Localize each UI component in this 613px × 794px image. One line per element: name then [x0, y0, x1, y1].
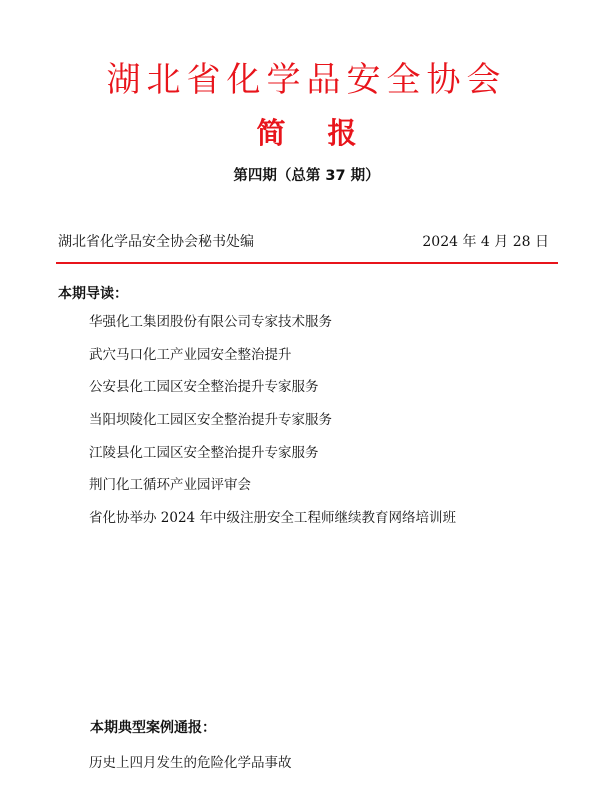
case-item: 历史上四月发生的危险化学品事故: [89, 755, 292, 771]
guide-item: 公安县化工园区安全整治提升专家服务: [89, 379, 319, 396]
issue-number: 第四期（总第 37 期）: [233, 168, 380, 184]
guide-item: 武穴马口化工产业园安全整治提升: [89, 346, 292, 363]
guide-item: 江陵县化工园区安全整治提升专家服务: [89, 444, 319, 461]
case-section-label: 本期典型案例通报：: [90, 720, 216, 736]
guide-item: 当阳坝陵化工园区安全整治提升专家服务: [89, 412, 332, 429]
publish-date: 2024 年 4 月 28 日: [422, 234, 549, 250]
organization-title: 湖北省化学品安全协会: [106, 60, 507, 100]
guide-item: 华强化工集团股份有限公司专家技术服务: [89, 314, 332, 330]
editor-line: 湖北省化学品安全协会秘书处编: [58, 234, 254, 250]
bulletin-title: 简报: [256, 116, 399, 150]
guide-item: 荆门化工循环产业园评审会: [89, 477, 251, 494]
header-divider: [56, 262, 558, 264]
guide-list: [89, 313, 456, 542]
guide-item: 省化协举办 2024 年中级注册安全工程师继续教育网络培训班: [89, 510, 456, 527]
guide-section-label: 本期导读：: [58, 286, 128, 302]
